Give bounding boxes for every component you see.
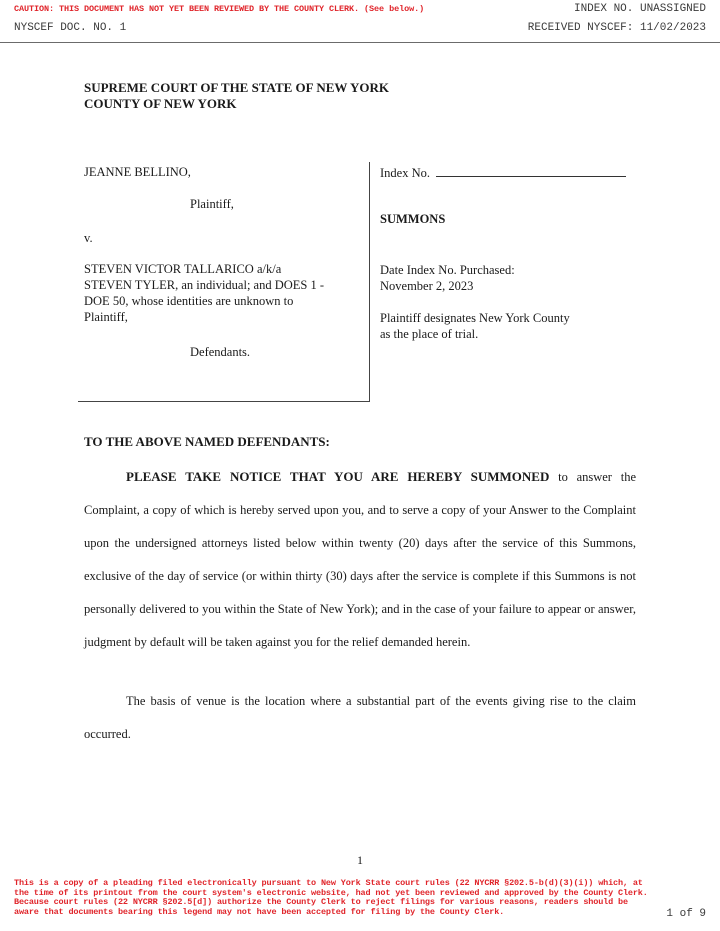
caption-horizontal-rule	[78, 401, 370, 402]
header-divider	[0, 42, 720, 43]
index-blank-line	[436, 165, 626, 177]
defendant-line: Plaintiff,	[84, 310, 128, 324]
venue-designation: as the place of trial.	[380, 327, 479, 341]
plaintiff-name: JEANNE BELLINO,	[84, 165, 191, 179]
notice-emphasis: PLEASE TAKE NOTICE THAT YOU ARE HEREBY SUMMONED	[126, 469, 550, 484]
notice-paragraph	[84, 460, 636, 659]
court-heading	[84, 80, 389, 112]
document-title: SUMMONS	[380, 212, 446, 226]
filing-legend: This is a copy of a pleading filed electronically pursuant to New York State court rules (22 NYCRR §202.5-b(d)(3)(i)) which, at the time of its printout from the court system's electronic website, had not yet been reviewed and approved by the County Clerk. Because court rules (22 NYCRR §202.5[d]) authorize the County Clerk to reject filings for various reasons, readers should be aware that documents bearing this legend may not have been accepted for filing by the County Clerk.	[14, 878, 648, 917]
versus-label: v.	[84, 231, 93, 245]
notice-text: to answer the Complaint, a copy of which is hereby served upon you, and to serve a copy of your Answer to the Complaint upon the undersigned attorneys listed below within twenty (20) days after the service of this Summons, exclusive of the day of service (or within thirty (30) days after the service is complete if this Summons is not personally delivered to you within the State of New York); and in the case of your failure to appear or answer, judgment by default will be taken against you for the relief demanded herein.	[84, 470, 636, 649]
index-number: INDEX NO. UNASSIGNED	[573, 3, 706, 15]
index-label: Index No.	[380, 166, 430, 180]
defendant-line: DOE 50, whose identities are unknown to	[84, 294, 294, 308]
court-name: SUPREME COURT OF THE STATE OF NEW YORK	[84, 80, 389, 95]
county-name: COUNTY OF NEW YORK	[84, 96, 237, 111]
venue-designation: Plaintiff designates New York County	[380, 311, 570, 325]
date-purchased-label: Date Index No. Purchased:	[380, 263, 515, 277]
caution-banner: CAUTION: THIS DOCUMENT HAS NOT YET BEEN REVIEWED BY THE COUNTY CLERK. (See below.)	[14, 4, 425, 14]
document-number: NYSCEF DOC. NO. 1	[14, 22, 127, 34]
page-count: 1 of 9	[666, 908, 706, 920]
date-purchased-value: November 2, 2023	[380, 279, 474, 293]
caption-vertical-rule	[369, 162, 370, 402]
received-date: RECEIVED NYSCEF: 11/02/2023	[527, 22, 706, 34]
defendant-role: Defendants.	[190, 345, 251, 359]
page-number: 1	[357, 853, 363, 867]
plaintiff-role: Plaintiff,	[190, 197, 234, 211]
venue-paragraph	[84, 685, 636, 751]
index-field	[380, 165, 626, 181]
defendant-line: STEVEN VICTOR TALLARICO a/k/a	[84, 262, 282, 276]
venue-text: The basis of venue is the location where a substantial part of the events giving rise to the claim occurred.	[84, 694, 636, 741]
addressee-heading: TO THE ABOVE NAMED DEFENDANTS:	[84, 434, 330, 449]
defendant-line: STEVEN TYLER, an individual; and DOES 1 -	[84, 278, 325, 292]
